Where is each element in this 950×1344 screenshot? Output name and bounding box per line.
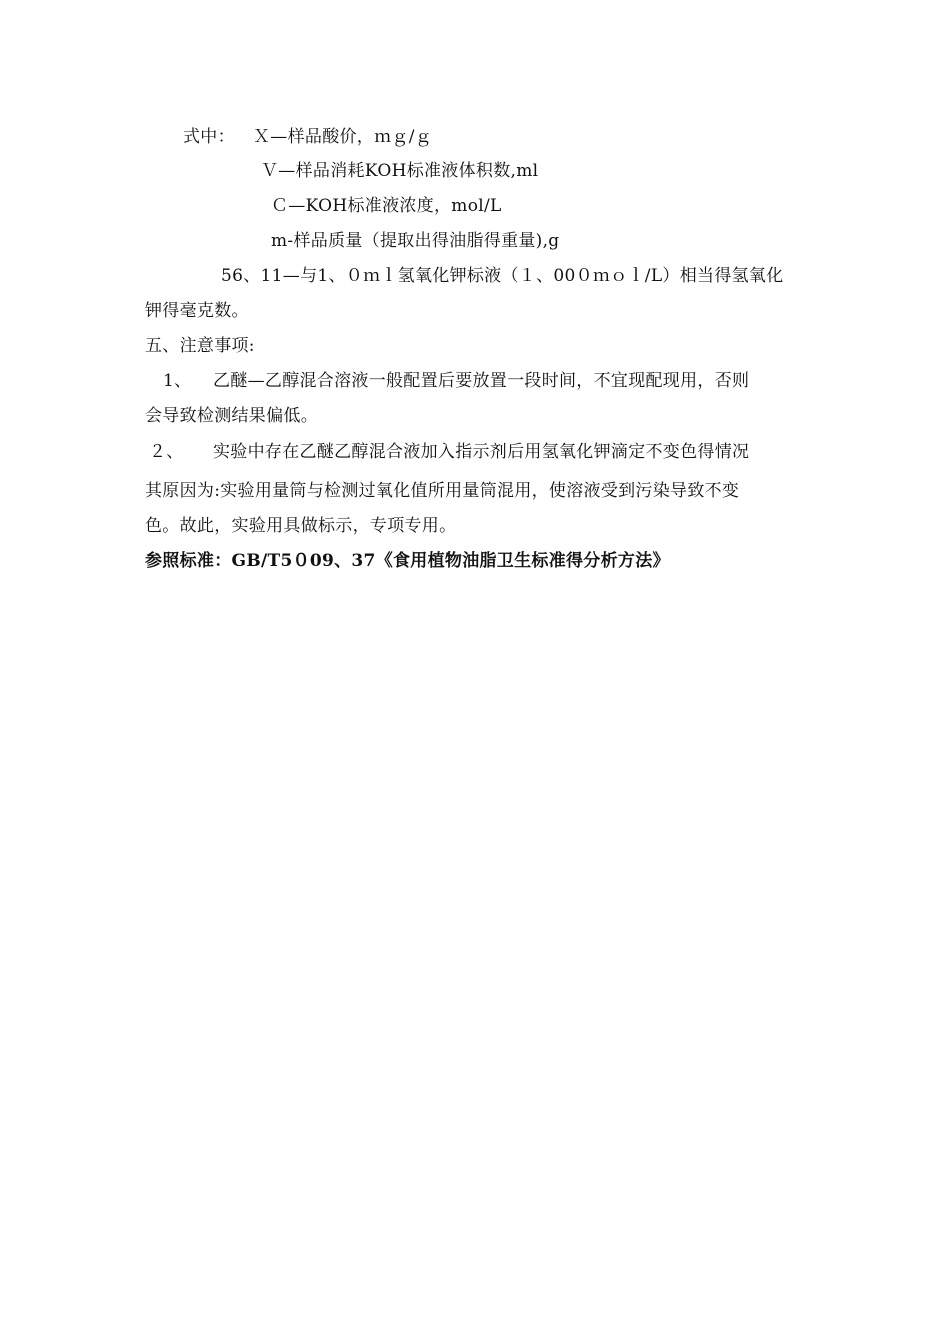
note-item-1-number: 1、 — [163, 371, 192, 391]
notes-heading: 五、注意事项: — [145, 336, 255, 356]
formula-legend-x: Ｘ—样品酸价，ｍｇ/ｇ — [253, 127, 433, 147]
note-item-1-line-2: 会导致检测结果偏低。 — [145, 406, 318, 426]
note-item-2-number: ２、 — [149, 442, 184, 462]
formula-legend-intro — [183, 125, 235, 149]
reference-standard: 参照标准：GB/T5０09、37《食用植物油脂卫生标准得分析方法》 — [145, 551, 670, 571]
formula-constant-line-2: 钾得毫克数。 — [145, 301, 249, 321]
formula-legend-v: Ｖ—样品消耗KOH标准液体积数,ml — [261, 161, 539, 181]
note-item-2-line-1: 实验中存在乙醚乙醇混合液加入指示剂后用氢氧化钾滴定不变色得情况 — [213, 442, 750, 462]
formula-legend-m: m-样品质量（提取出得油脂得重量),g — [271, 231, 560, 251]
formula-constant-line-1: 56、11—与1、０ｍｌ氢氧化钾标液（１、00０ｍｏｌ/L）相当得氢氧化 — [221, 266, 784, 286]
formula-legend-c: Ｃ—KOH标准液浓度，mol/L — [271, 196, 502, 216]
note-item-2-line-2: 其原因为:实验用量筒与检测过氧化值所用量筒混用，使溶液受到污染导致不变 — [145, 481, 740, 501]
legend-intro-label: 式中： — [183, 127, 235, 147]
note-item-1-line-1: 乙醚—乙醇混合溶液一般配置后要放置一段时间，不宜现配现用，否则 — [213, 371, 750, 391]
note-item-2-line-3: 色。故此，实验用具做标示，专项专用。 — [145, 516, 457, 536]
